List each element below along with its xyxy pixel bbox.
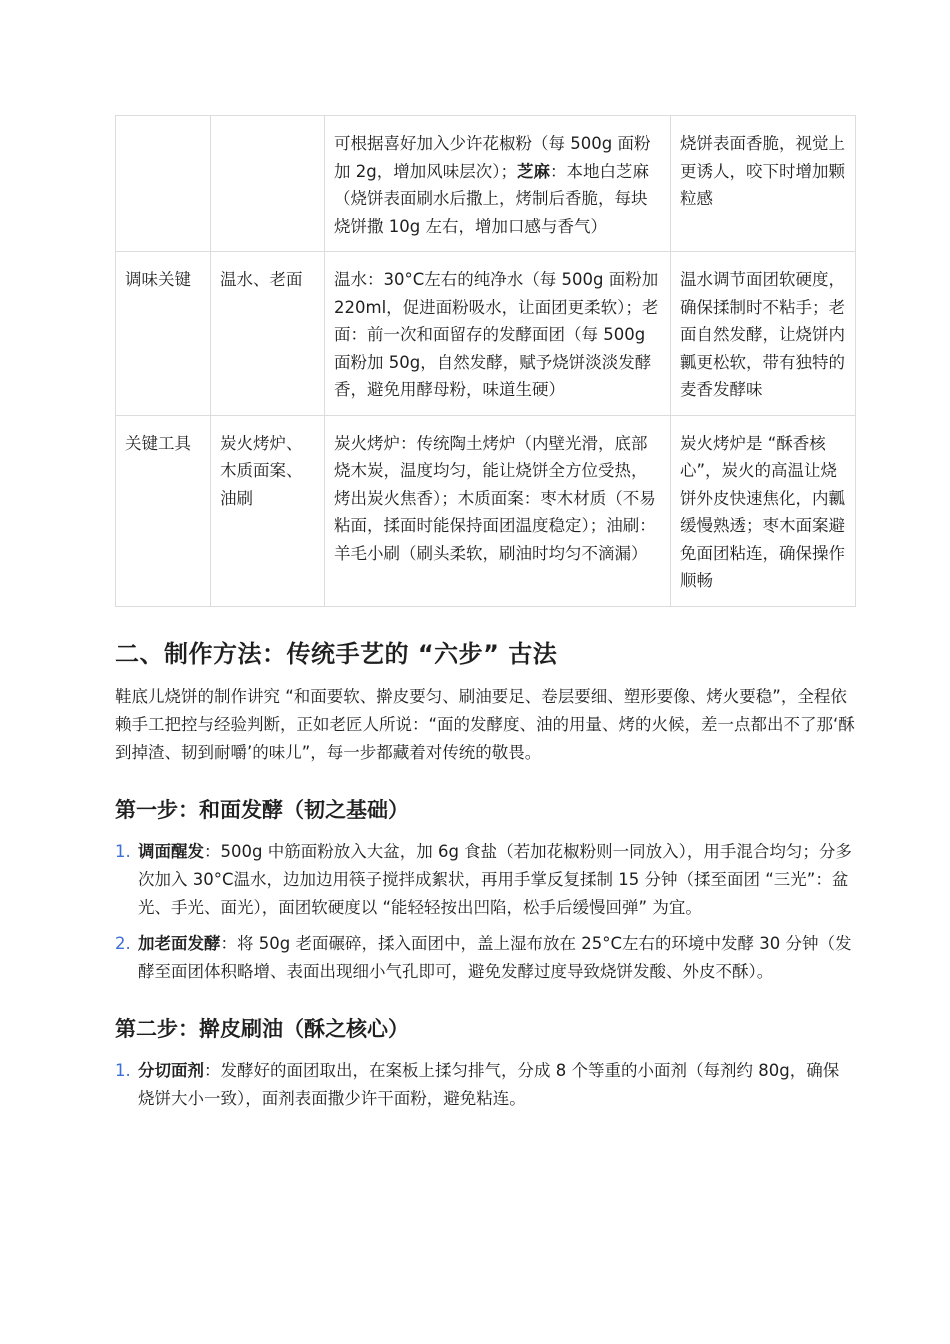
list-item-label: 加老面发酵 — [138, 933, 221, 953]
list-number: 2. — [115, 933, 131, 953]
ingredients-table — [115, 115, 856, 607]
step1-list — [115, 838, 855, 986]
effect-cell: 烧饼表面香脆，视觉上更诱人，咬下时增加颗粒感 — [671, 116, 856, 252]
document-page — [115, 115, 855, 1121]
list-item-label: 分切面剂 — [138, 1060, 204, 1080]
items-cell — [211, 116, 325, 252]
step2-list — [115, 1057, 855, 1113]
detail-cell: 温水：30°C左右的纯净水（每 500g 面粉加 220ml，促进面粉吸水，让面团更柔软）；老面：前一次和面留存的发酵面团（每 500g 面粉加 50g，自然发酵，赋予烧饼淡淡发酵香，避免用酵母粉，味道生硬） — [325, 252, 671, 416]
effect-cell: 温水调节面团软硬度，确保揉制时不粘手；老面自然发酵，让烧饼内瓤更松软，带有独特的麦香发酵味 — [671, 252, 856, 416]
section-title: 二、制作方法：传统手艺的 “六步” 古法 — [115, 639, 558, 668]
detail-text: 可根据喜好加入少许花椒粉（每 500g 面粉加 2g，增加风味层次）； — [334, 134, 651, 181]
step2-title: 第二步：擀皮刷油（酥之核心） — [115, 1016, 409, 1041]
list-item-label: 调面醒发 — [138, 841, 204, 861]
category-cell: 关键工具 — [116, 415, 211, 606]
list-item-text: ：发酵好的面团取出，在案板上揉匀排气，分成 8 个等重的小面剂（每剂约 80g，确保烧饼大小一致），面剂表面撒少许干面粉，避免粘连。 — [138, 1060, 840, 1108]
list-item — [115, 930, 855, 986]
list-item-text: ：500g 中筋面粉放入大盆，加 6g 食盐（若加花椒粉则一同放入），用手混合均匀；分多次加入 30°C温水，边加边用筷子搅拌成絮状，再用手掌反复揉制 15 分钟（揉至面团 “三光”：盆光、手光、面光），面团软硬度以 “能轻轻按出凹陷，松手后缓慢回弹” 为宜。 — [138, 841, 852, 917]
list-item — [115, 1057, 855, 1113]
list-number: 1. — [115, 841, 131, 861]
step1-title: 第一步：和面发酵（韧之基础） — [115, 797, 409, 822]
detail-text: ：本地白芝麻（烧饼表面刷水后撒上，烤制后香脆，每块烧饼撒 10g 左右，增加口感与香气） — [334, 161, 649, 236]
category-cell — [116, 116, 211, 252]
detail-bold-label: 芝麻 — [516, 161, 550, 181]
category-cell: 调味关键 — [116, 252, 211, 416]
section-intro: 鞋底儿烧饼的制作讲究 “和面要软、擀皮要匀、刷油要足、卷层要细、塑形要像、烤火要稳”，全程依赖手工把控与经验判断，正如老匠人所说：“面的发酵度、油的用量、烤的火候，差一点都出不了那‘酥到掉渣、韧到耐嚼’的味儿”，每一步都藏着对传统的敬畏。 — [115, 686, 855, 762]
items-cell: 炭火烤炉、木质面案、油刷 — [211, 415, 325, 606]
table-row — [116, 116, 856, 252]
table-row — [116, 252, 856, 416]
effect-cell: 炭火烤炉是 “酥香核心”，炭火的高温让烧饼外皮快速焦化，内瓤缓慢熟透；枣木面案避免面团粘连，确保操作顺畅 — [671, 415, 856, 606]
detail-cell: 炭火烤炉：传统陶土烤炉（内壁光滑，底部烧木炭，温度均匀，能让烧饼全方位受热，烤出炭火焦香）；木质面案：枣木材质（不易粘面，揉面时能保持面团温度稳定）；油刷：羊毛小刷（刷头柔软，刷油时均匀不滴漏） — [325, 415, 671, 606]
list-item — [115, 838, 855, 922]
list-item-text: ：将 50g 老面碾碎，揉入面团中，盖上湿布放在 25°C左右的环境中发酵 30 分钟（发酵至面团体积略增、表面出现细小气孔即可，避免发酵过度导致烧饼发酸、外皮不酥）。 — [138, 933, 852, 981]
list-number: 1. — [115, 1060, 131, 1080]
items-cell: 温水、老面 — [211, 252, 325, 416]
detail-cell — [325, 116, 671, 252]
table-row — [116, 415, 856, 606]
